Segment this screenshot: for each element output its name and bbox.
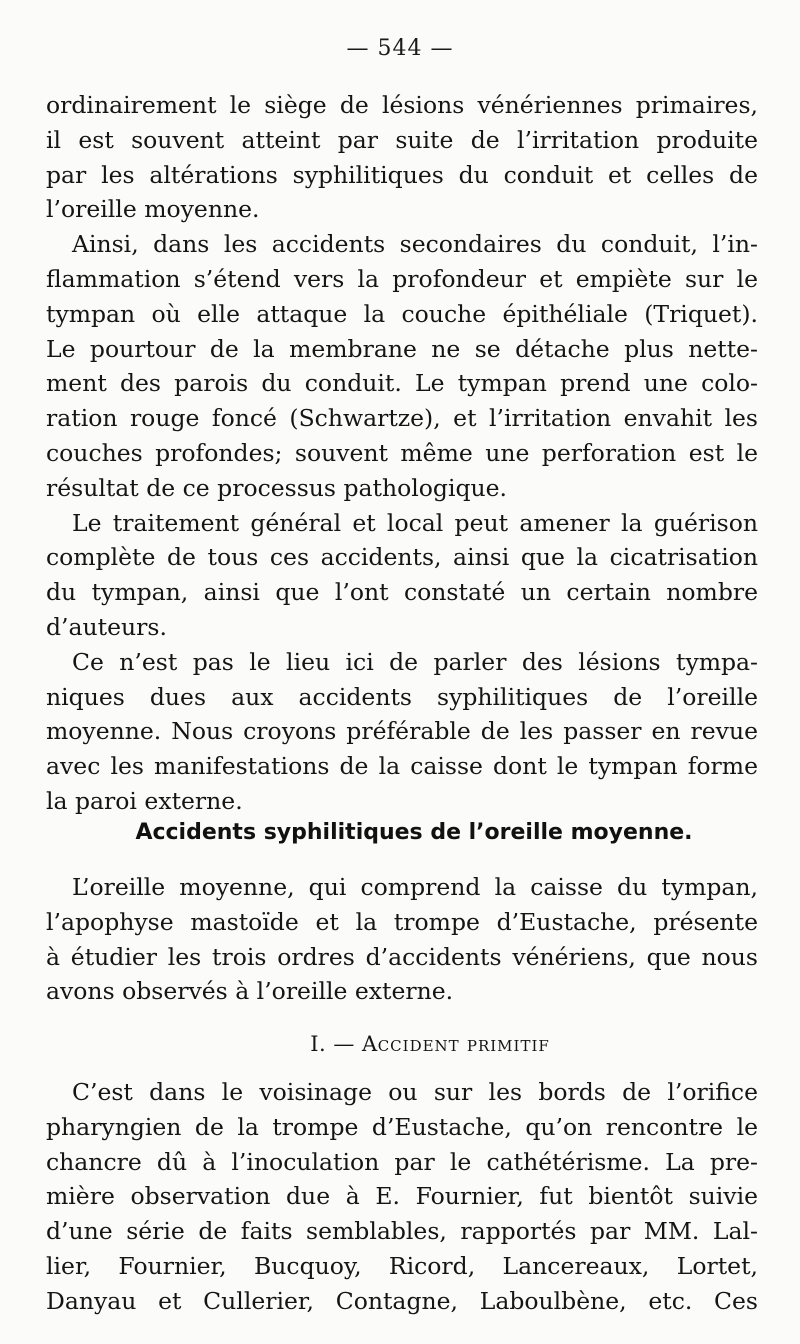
body-text-block-2 [46,870,758,1009]
text-line: ration rouge foncé (Schwartze), et l’irritation envahit les [46,404,758,433]
page-number: — 544 — [346,36,454,61]
text-line: la paroi externe. [46,786,243,815]
text-line: Le pourtour de la membrane ne se détache plus nette- [46,334,758,363]
text-line: ment des parois du conduit. Le tympan prend une colo- [46,369,758,398]
text-line: L’oreille moyenne, qui comprend la caisse du tympan, [72,873,758,901]
text-line: Le traitement général et local peut amener la guérison [72,508,758,537]
subheading-word-2: PRIMITIF [466,1037,550,1055]
text-line: lier, Fournier, Bucquoy, Ricord, Lancereaux, Lortet, [46,1251,758,1280]
text-line: il est souvent atteint par suite de l’irritation produite [46,125,758,154]
text-line: résultat de ce processus pathologique. [46,473,508,502]
text-line: mière observation due à E. Fournier, fut bientôt suivie [46,1182,758,1211]
text-line: moyenne. Nous croyons préférable de les passer en revue [46,717,758,746]
text-line: ordinairement le siège de lésions vénériennes primaires, [46,91,758,119]
text-line: d’auteurs. [46,612,167,641]
text-line: flammation s’étend vers la profondeur et empiète sur le [46,264,758,293]
text-line: chancre dû à l’inoculation par le cathétérisme. La pre- [46,1147,758,1176]
subsection-heading [0,1032,800,1056]
text-line: avons observés à l’oreille externe. [46,977,454,1006]
text-line: couches profondes; souvent même une perforation est le [46,438,758,467]
subheading-numeral: I. — A [310,1032,378,1056]
text-line: pharyngien de la trompe d’Eustache, qu’on rencontre le [46,1112,758,1141]
section-heading: Accidents syphilitiques de l’oreille moyenne. [135,820,693,845]
text-line: tympan où elle attaque la couche épithéliale (Triquet). [46,299,758,328]
subheading-word-1: CCIDENT [377,1037,460,1055]
text-line: Ainsi, dans les accidents secondaires du conduit, l’in- [72,230,758,259]
text-line: par les altérations syphilitiques du conduit et celles de [46,160,758,189]
body-text-block-3 [46,1075,758,1319]
text-line: avec les manifestations de la caisse dont le tympan forme [46,752,758,781]
text-line: C’est dans le voisinage ou sur les bords de l’orifice [72,1078,758,1106]
text-line: complète de tous ces accidents, ainsi que la cicatrisation [46,543,758,572]
text-line: Danyau et Cullerier, Contagne, Laboulbène, etc. Ces [46,1286,758,1315]
text-line: Ce n’est pas le lieu ici de parler des lésions tympa- [72,647,758,676]
text-line: niques dues aux accidents syphilitiques de l’oreille [46,682,758,711]
body-text-block-1 [46,88,758,819]
text-line: d’une série de faits semblables, rapportés par MM. Lal- [46,1217,758,1246]
text-line: l’apophyse mastoïde et la trompe d’Eustache, présente [46,907,758,936]
text-line: à étudier les trois ordres d’accidents vénériens, que nous [46,942,758,971]
text-line: l’oreille moyenne. [46,195,260,224]
text-line: du tympan, ainsi que l’ont constaté un certain nombre [46,578,758,607]
